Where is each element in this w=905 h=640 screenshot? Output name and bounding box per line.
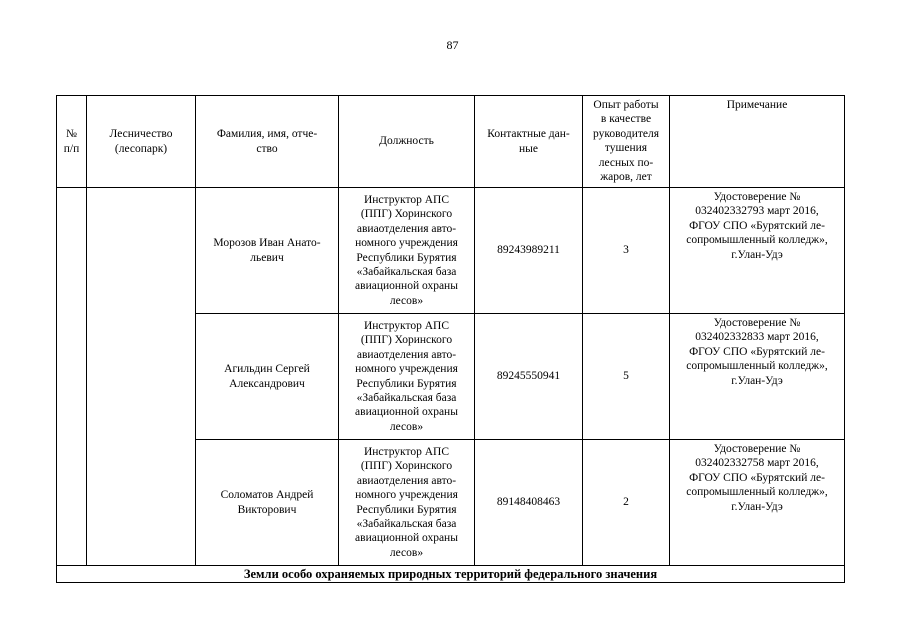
cell-line: номного учреждения: [355, 489, 458, 502]
cell-line: Викторович: [237, 503, 297, 516]
forestry-cell: [87, 188, 196, 566]
cell-line: Удостоверение №: [713, 317, 801, 329]
cell-line: г.Улан-Удэ: [731, 500, 783, 513]
cell-line: Инструктор АПС: [363, 193, 450, 206]
cell-line: Инструктор АПС: [363, 445, 450, 458]
section-row: [57, 566, 845, 583]
cell-line: ство: [256, 142, 278, 155]
cell-line: Должность: [379, 135, 434, 148]
cell-line: лесов»: [389, 294, 424, 307]
cell-line: 032402332833 март 2016,: [695, 331, 819, 344]
cell-line: «Забайкальская база: [356, 265, 457, 278]
cell-line: Опыт работы: [593, 99, 659, 111]
cell-line: Агильдин Сергей: [224, 363, 310, 376]
cell-line: авиаотделения авто-: [356, 348, 457, 361]
section-title: Земли особо охраняемых природных территорий федерального значения: [57, 566, 845, 583]
header-forestry: [87, 96, 196, 188]
contacts-cell: 89245550941: [475, 314, 583, 440]
cell-line: авиационной охраны: [355, 280, 458, 293]
cell-line: лесных по-: [598, 156, 654, 169]
cell-line: Республики Бурятия: [356, 251, 457, 264]
cell-line: «Забайкальская база: [356, 517, 457, 530]
header-contacts: [475, 96, 583, 188]
cell-line: сопромышленный колледж»,: [686, 360, 828, 373]
cell-line: Фамилия, имя, отче-: [216, 128, 318, 141]
table-row: [57, 188, 845, 314]
cell-line: лесов»: [389, 546, 424, 559]
position-cell: [339, 440, 475, 566]
cell-line: Республики Бурятия: [356, 503, 457, 516]
cell-line: ФГОУ СПО «Бурятский ле-: [689, 345, 825, 358]
contacts-cell: 89148408463: [475, 440, 583, 566]
cell-line: сопромышленный колледж»,: [686, 486, 828, 499]
note-cell: [670, 440, 845, 566]
experience-cell: 2: [583, 440, 670, 566]
cell-line: в качестве: [600, 113, 652, 126]
header-number: [57, 96, 87, 188]
cell-line: Контактные дан-: [487, 128, 570, 141]
cell-line: Удостоверение №: [713, 443, 801, 455]
cell-line: №: [66, 128, 77, 141]
cell-line: п/п: [63, 142, 80, 155]
cell-line: 032402332758 март 2016,: [695, 457, 819, 470]
note-cell: [670, 188, 845, 314]
cell-line: Лесничество: [109, 128, 173, 141]
cell-line: г.Улан-Удэ: [731, 248, 783, 261]
position-cell: [339, 314, 475, 440]
header-note: [670, 96, 845, 188]
experience-cell: 5: [583, 314, 670, 440]
name-cell: [196, 188, 339, 314]
cell-line: 032402332793 март 2016,: [695, 205, 819, 218]
position-cell: [339, 188, 475, 314]
cell-line: (ППГ) Хоринского: [360, 334, 453, 347]
cell-line: лесов»: [389, 420, 424, 433]
name-cell: [196, 314, 339, 440]
cell-line: авиационной охраны: [355, 532, 458, 545]
cell-line: Республики Бурятия: [356, 377, 457, 390]
note-cell: [670, 314, 845, 440]
number-cell: [57, 188, 87, 566]
instructors-table: [56, 95, 845, 583]
cell-line: тушения: [604, 142, 648, 155]
cell-line: (ППГ) Хоринского: [360, 208, 453, 221]
page-number: 87: [446, 38, 459, 52]
cell-line: ФГОУ СПО «Бурятский ле-: [689, 471, 825, 484]
cell-line: ФГОУ СПО «Бурятский ле-: [689, 219, 825, 232]
cell-line: ные: [519, 142, 538, 155]
cell-line: (ППГ) Хоринского: [360, 460, 453, 473]
cell-line: авиаотделения авто-: [356, 474, 457, 487]
cell-line: авиационной охраны: [355, 406, 458, 419]
cell-line: Примечание: [726, 99, 788, 111]
experience-cell: 3: [583, 188, 670, 314]
cell-line: Морозов Иван Анато-: [213, 237, 321, 250]
header-full-name: [196, 96, 339, 188]
contacts-cell: 89243989211: [475, 188, 583, 314]
cell-line: Александрович: [229, 377, 305, 390]
cell-line: номного учреждения: [355, 237, 458, 250]
cell-line: г.Улан-Удэ: [731, 374, 783, 387]
cell-line: авиаотделения авто-: [356, 222, 457, 235]
cell-line: жаров, лет: [600, 171, 652, 184]
cell-line: Удостоверение №: [713, 191, 801, 203]
cell-line: номного учреждения: [355, 363, 458, 376]
header-experience: [583, 96, 670, 188]
cell-line: (лесопарк): [114, 142, 168, 155]
cell-line: Инструктор АПС: [363, 319, 450, 332]
cell-line: руководителя: [592, 127, 660, 140]
cell-line: Соломатов Андрей: [220, 489, 314, 502]
cell-line: «Забайкальская база: [356, 391, 457, 404]
cell-line: льевич: [250, 251, 284, 264]
header-row: [57, 96, 845, 188]
cell-line: сопромышленный колледж»,: [686, 234, 828, 247]
name-cell: [196, 440, 339, 566]
header-position: [339, 96, 475, 188]
